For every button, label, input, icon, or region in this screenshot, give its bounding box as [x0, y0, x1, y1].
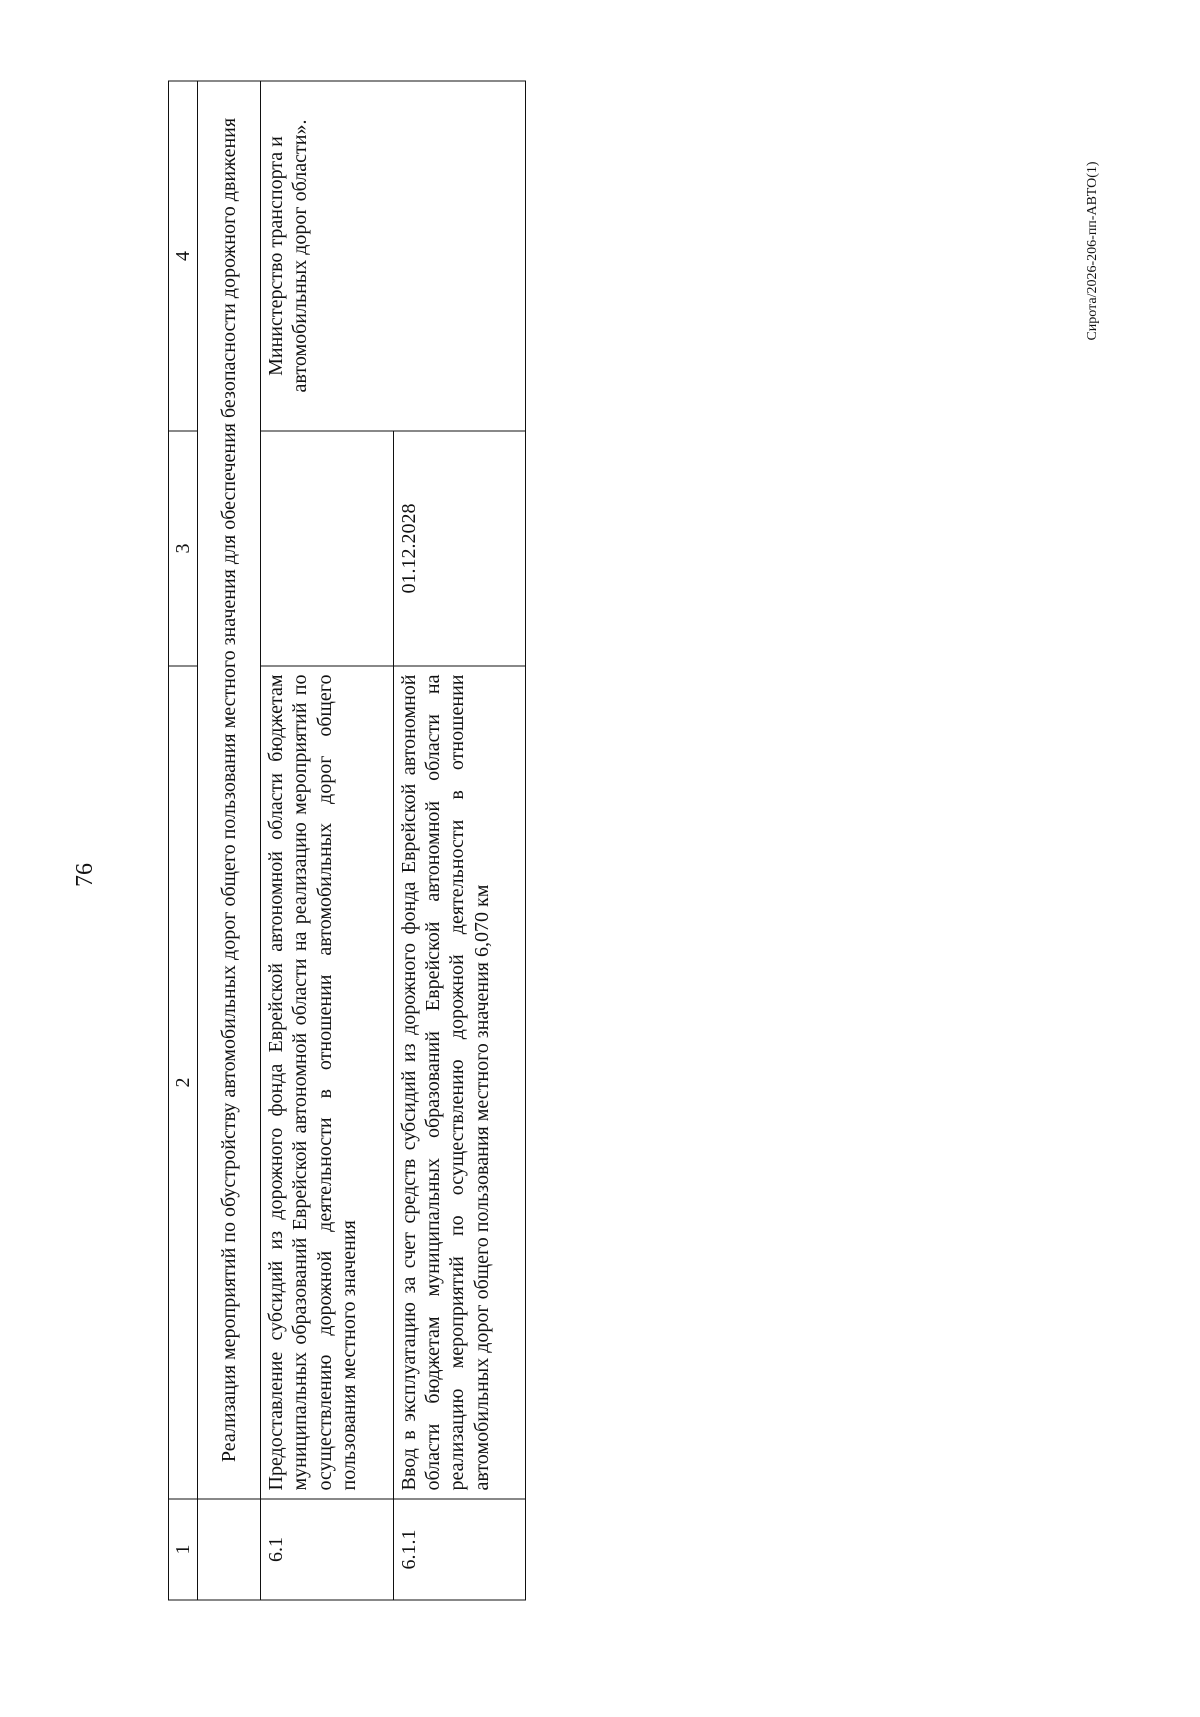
- rotated-table-container: [168, 117, 526, 1600]
- document-table-area: [168, 117, 526, 1600]
- row-number: 6.1.1: [393, 1499, 526, 1600]
- header-col-2: 2: [169, 666, 198, 1499]
- header-col-4: 4: [169, 81, 198, 431]
- table-header-row: [169, 81, 198, 1600]
- row-number: 6.1: [261, 1499, 394, 1600]
- row-responsible: Министерство транспорта и автомобильных дорог области».: [261, 81, 526, 431]
- header-col-3: 3: [169, 431, 198, 666]
- header-col-1: 1: [169, 1499, 198, 1600]
- activities-table: [168, 80, 526, 1600]
- section-title: Реализация мероприятий по обустройству автомобильных дорог общего пользования местного значения для обеспечения безопасности дорожного движения: [198, 81, 261, 1499]
- row-description: Ввод в эксплуатацию за счет средств субсидий из дорожного фонда Еврейской автономной области бюджетам муниципальных образований Еврейской автономной области на реализацию мероприятий по осуществлению дорожной деятельности в отношении автомобильных дорог общего пользования местного значения 6,070 км: [393, 666, 526, 1499]
- row-date: [261, 431, 394, 666]
- row-description: Предоставление субсидий из дорожного фонда Еврейской автономной области бюджетам муниципальных образований Еврейской автономной области на реализацию мероприятий по осуществлению дорожной деятельности в отношении автомобильных дорог общего пользования местного значения: [261, 666, 394, 1499]
- row-date: 01.12.2028: [393, 431, 526, 666]
- table-row: [261, 81, 394, 1600]
- document-code: Сирота/2026-206-пп-АВТО(1): [1085, 161, 1100, 341]
- page-number: 76: [71, 863, 98, 887]
- section-title-row: [198, 81, 261, 1600]
- section-title-empty-cell: [198, 1499, 261, 1600]
